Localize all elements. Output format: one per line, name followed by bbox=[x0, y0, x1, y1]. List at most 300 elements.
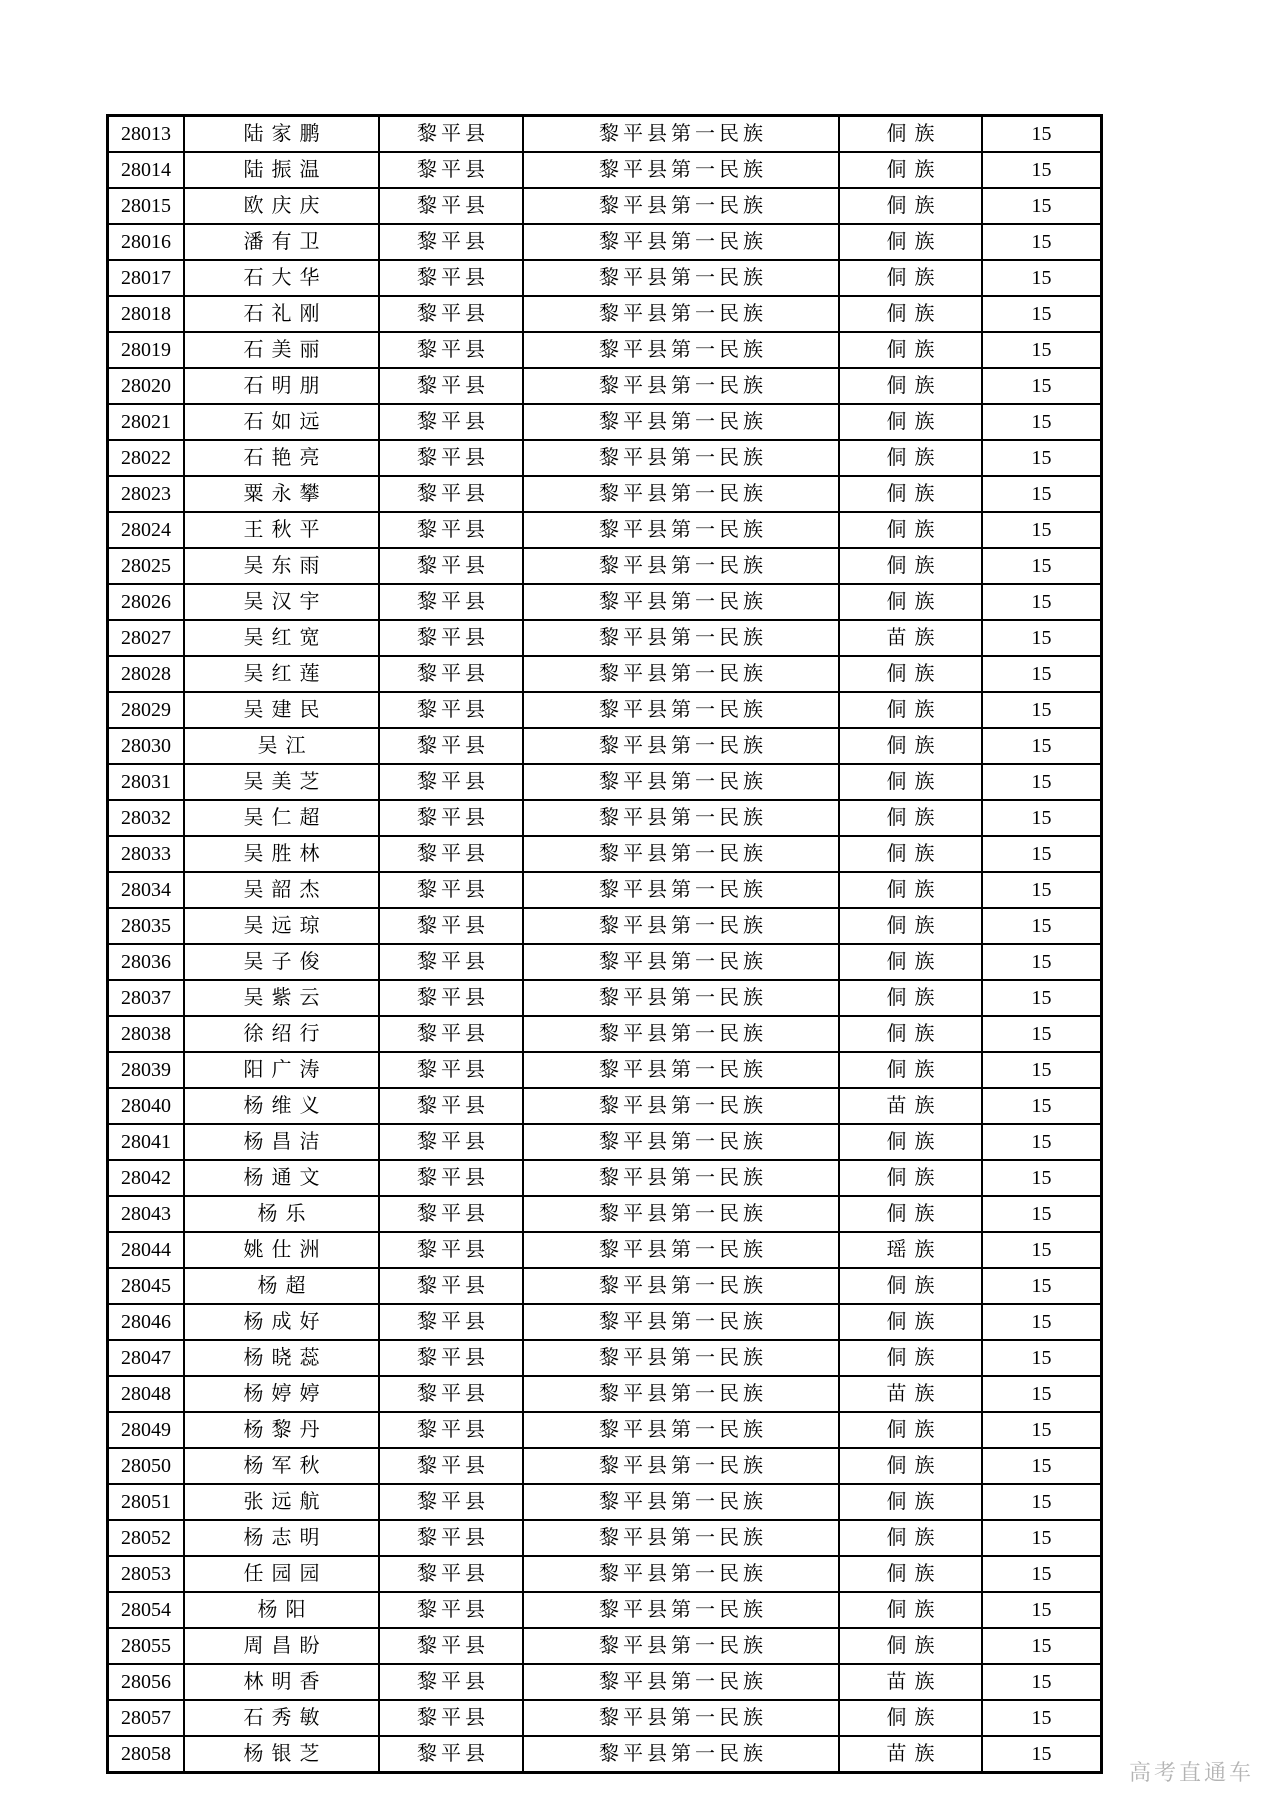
table-cell: 黎平县第一民族 bbox=[524, 1593, 840, 1627]
table-cell: 黎平县第一民族 bbox=[524, 945, 840, 979]
table-cell: 黎平县 bbox=[380, 1197, 524, 1231]
table-cell: 石秀敏 bbox=[185, 1701, 380, 1735]
table-cell: 28027 bbox=[109, 621, 185, 655]
table-cell: 杨维义 bbox=[185, 1089, 380, 1123]
table-cell: 侗族 bbox=[840, 1413, 983, 1447]
table-cell: 苗族 bbox=[840, 1377, 983, 1411]
table-row bbox=[109, 1233, 1100, 1269]
table-cell: 侗族 bbox=[840, 1629, 983, 1663]
table-cell: 杨银芝 bbox=[185, 1737, 380, 1771]
table-cell: 欧庆庆 bbox=[185, 189, 380, 223]
table-cell: 15 bbox=[1031, 1743, 1052, 1765]
table-cell: 黎平县 bbox=[380, 585, 524, 619]
table-cell: 15 bbox=[1031, 1455, 1052, 1477]
table-row bbox=[109, 1485, 1100, 1521]
table-cell: 黎平县第一民族 bbox=[524, 1449, 840, 1483]
table-cell: 侗族 bbox=[840, 801, 983, 835]
table-cell: 侗族 bbox=[840, 657, 983, 691]
table-cell: 28024 bbox=[109, 513, 185, 547]
table-cell: 28016 bbox=[109, 225, 185, 259]
table-cell: 15 bbox=[1031, 627, 1052, 649]
table-cell: 黎平县 bbox=[380, 1485, 524, 1519]
table-cell: 15 bbox=[1031, 735, 1052, 757]
table-cell: 杨黎丹 bbox=[185, 1413, 380, 1447]
table-cell: 黎平县第一民族 bbox=[524, 1521, 840, 1555]
table-cell: 15 bbox=[1031, 123, 1052, 145]
table-cell: 黎平县 bbox=[380, 1125, 524, 1159]
table-cell: 石礼刚 bbox=[185, 297, 380, 331]
table-cell: 15 bbox=[1031, 1095, 1052, 1117]
table-cell: 苗族 bbox=[840, 621, 983, 655]
table-cell: 苗族 bbox=[840, 1737, 983, 1771]
table-cell: 28025 bbox=[109, 549, 185, 583]
table-cell: 杨通文 bbox=[185, 1161, 380, 1195]
table-cell: 黎平县 bbox=[380, 873, 524, 907]
table-cell: 15 bbox=[1031, 519, 1052, 541]
table-cell: 黎平县第一民族 bbox=[524, 1737, 840, 1771]
table-cell: 黎平县第一民族 bbox=[524, 765, 840, 799]
table-cell: 黎平县第一民族 bbox=[524, 333, 840, 367]
table-cell: 黎平县第一民族 bbox=[524, 1413, 840, 1447]
table-cell: 28051 bbox=[109, 1485, 185, 1519]
table-cell: 28058 bbox=[109, 1737, 185, 1771]
table-cell: 15 bbox=[1031, 1311, 1052, 1333]
table-cell: 黎平县 bbox=[380, 1017, 524, 1051]
table-cell: 28013 bbox=[109, 117, 185, 151]
table-cell: 15 bbox=[1031, 447, 1052, 469]
table-cell: 黎平县第一民族 bbox=[524, 549, 840, 583]
table-cell: 28018 bbox=[109, 297, 185, 331]
table-cell: 15 bbox=[1031, 1023, 1052, 1045]
table-cell: 28033 bbox=[109, 837, 185, 871]
table-cell: 黎平县 bbox=[380, 1521, 524, 1555]
table-cell: 杨晓蕊 bbox=[185, 1341, 380, 1375]
table-cell: 黎平县第一民族 bbox=[524, 153, 840, 187]
table-cell: 黎平县 bbox=[380, 333, 524, 367]
table-row bbox=[109, 261, 1100, 297]
table-cell: 杨阳 bbox=[185, 1593, 380, 1627]
table-cell: 15 bbox=[1031, 987, 1052, 1009]
table-cell: 吴红宽 bbox=[185, 621, 380, 655]
table-cell: 潘有卫 bbox=[185, 225, 380, 259]
table-cell: 黎平县 bbox=[380, 513, 524, 547]
table-cell: 28021 bbox=[109, 405, 185, 439]
table-row bbox=[109, 513, 1100, 549]
table-cell: 黎平县第一民族 bbox=[524, 369, 840, 403]
table-cell: 黎平县第一民族 bbox=[524, 261, 840, 295]
table-cell: 侗族 bbox=[840, 1017, 983, 1051]
table-cell: 侗族 bbox=[840, 477, 983, 511]
table-cell: 黎平县 bbox=[380, 1161, 524, 1195]
table-cell: 28052 bbox=[109, 1521, 185, 1555]
table-cell: 黎平县第一民族 bbox=[524, 1305, 840, 1339]
table-cell: 28054 bbox=[109, 1593, 185, 1627]
table-cell: 15 bbox=[1031, 375, 1052, 397]
table-cell: 黎平县 bbox=[380, 1269, 524, 1303]
table-row bbox=[109, 117, 1100, 153]
table-cell: 15 bbox=[1031, 411, 1052, 433]
table-cell: 侗族 bbox=[840, 117, 983, 151]
table-row bbox=[109, 225, 1100, 261]
table-cell: 吴远琼 bbox=[185, 909, 380, 943]
table-cell: 侗族 bbox=[840, 153, 983, 187]
table-cell: 28023 bbox=[109, 477, 185, 511]
table-cell: 黎平县 bbox=[380, 1629, 524, 1663]
table-row bbox=[109, 765, 1100, 801]
table-cell: 杨婷婷 bbox=[185, 1377, 380, 1411]
table-cell: 15 bbox=[1031, 1419, 1052, 1441]
table-cell: 黎平县第一民族 bbox=[524, 1269, 840, 1303]
table-cell: 黎平县第一民族 bbox=[524, 1341, 840, 1375]
table-cell: 28029 bbox=[109, 693, 185, 727]
table-cell: 15 bbox=[1031, 915, 1052, 937]
table-cell: 15 bbox=[1031, 483, 1052, 505]
table-cell: 28035 bbox=[109, 909, 185, 943]
table-cell: 黎平县第一民族 bbox=[524, 1377, 840, 1411]
table-row bbox=[109, 1197, 1100, 1233]
table-cell: 杨乐 bbox=[185, 1197, 380, 1231]
table-cell: 15 bbox=[1031, 1167, 1052, 1189]
table-cell: 吴红莲 bbox=[185, 657, 380, 691]
table-cell: 28037 bbox=[109, 981, 185, 1015]
table-cell: 黎平县第一民族 bbox=[524, 837, 840, 871]
table-cell: 黎平县 bbox=[380, 981, 524, 1015]
table-cell: 15 bbox=[1031, 339, 1052, 361]
table-cell: 28044 bbox=[109, 1233, 185, 1267]
table-cell: 黎平县第一民族 bbox=[524, 909, 840, 943]
table-cell: 石如远 bbox=[185, 405, 380, 439]
table-row bbox=[109, 873, 1100, 909]
table-cell: 黎平县 bbox=[380, 657, 524, 691]
table-cell: 黎平县 bbox=[380, 261, 524, 295]
table-cell: 28028 bbox=[109, 657, 185, 691]
table-cell: 侗族 bbox=[840, 765, 983, 799]
table-cell: 28053 bbox=[109, 1557, 185, 1591]
table-row bbox=[109, 369, 1100, 405]
table-cell: 吴仁超 bbox=[185, 801, 380, 835]
table-row bbox=[109, 585, 1100, 621]
table-cell: 侗族 bbox=[840, 945, 983, 979]
table-row bbox=[109, 189, 1100, 225]
table-cell: 黎平县第一民族 bbox=[524, 1197, 840, 1231]
table-row bbox=[109, 405, 1100, 441]
table-cell: 侗族 bbox=[840, 981, 983, 1015]
table-row bbox=[109, 1701, 1100, 1737]
table-cell: 28039 bbox=[109, 1053, 185, 1087]
table-cell: 28034 bbox=[109, 873, 185, 907]
table-cell: 侗族 bbox=[840, 1557, 983, 1591]
table-cell: 黎平县 bbox=[380, 117, 524, 151]
table-cell: 石明朋 bbox=[185, 369, 380, 403]
table-cell: 黎平县 bbox=[380, 1701, 524, 1735]
table-cell: 黎平县 bbox=[380, 909, 524, 943]
table-cell: 15 bbox=[1031, 1707, 1052, 1729]
table-cell: 杨军秋 bbox=[185, 1449, 380, 1483]
table-cell: 28015 bbox=[109, 189, 185, 223]
table-cell: 吴江 bbox=[185, 729, 380, 763]
table-cell: 周昌盼 bbox=[185, 1629, 380, 1663]
table-cell: 黎平县 bbox=[380, 549, 524, 583]
table-cell: 侗族 bbox=[840, 1053, 983, 1087]
table-cell: 陆振温 bbox=[185, 153, 380, 187]
table-row bbox=[109, 1161, 1100, 1197]
table-cell: 侗族 bbox=[840, 333, 983, 367]
table-cell: 黎平县第一民族 bbox=[524, 1557, 840, 1591]
table-cell: 黎平县 bbox=[380, 1233, 524, 1267]
table-cell: 侗族 bbox=[840, 189, 983, 223]
table-cell: 任园园 bbox=[185, 1557, 380, 1591]
table-cell: 28017 bbox=[109, 261, 185, 295]
table-cell: 28042 bbox=[109, 1161, 185, 1195]
table-cell: 陆家鹏 bbox=[185, 117, 380, 151]
table-cell: 15 bbox=[1031, 303, 1052, 325]
table-cell: 侗族 bbox=[840, 909, 983, 943]
table-cell: 侗族 bbox=[840, 441, 983, 475]
table-cell: 28045 bbox=[109, 1269, 185, 1303]
table-cell: 黎平县第一民族 bbox=[524, 801, 840, 835]
table-cell: 黎平县 bbox=[380, 405, 524, 439]
table-cell: 15 bbox=[1031, 1059, 1052, 1081]
table-cell: 黎平县第一民族 bbox=[524, 657, 840, 691]
table-row bbox=[109, 1377, 1100, 1413]
table-cell: 黎平县 bbox=[380, 837, 524, 871]
table-cell: 黎平县 bbox=[380, 1665, 524, 1699]
table-row bbox=[109, 1053, 1100, 1089]
table-cell: 侗族 bbox=[840, 1701, 983, 1735]
table-cell: 杨志明 bbox=[185, 1521, 380, 1555]
table-cell: 侗族 bbox=[840, 1449, 983, 1483]
table-cell: 28043 bbox=[109, 1197, 185, 1231]
table-cell: 15 bbox=[1031, 1671, 1052, 1693]
table-row bbox=[109, 1593, 1100, 1629]
table-cell: 15 bbox=[1031, 1599, 1052, 1621]
table-row bbox=[109, 729, 1100, 765]
table-cell: 15 bbox=[1031, 1239, 1052, 1261]
table-cell: 15 bbox=[1031, 1275, 1052, 1297]
table-row bbox=[109, 1305, 1100, 1341]
table-cell: 侗族 bbox=[840, 1269, 983, 1303]
table-cell: 吴汉宇 bbox=[185, 585, 380, 619]
table-cell: 黎平县第一民族 bbox=[524, 1017, 840, 1051]
table-cell: 28055 bbox=[109, 1629, 185, 1663]
table-row bbox=[109, 1341, 1100, 1377]
table-cell: 侗族 bbox=[840, 729, 983, 763]
table-cell: 张远航 bbox=[185, 1485, 380, 1519]
table-cell: 28046 bbox=[109, 1305, 185, 1339]
table-cell: 黎平县 bbox=[380, 1377, 524, 1411]
table-cell: 黎平县 bbox=[380, 1305, 524, 1339]
table-cell: 黎平县 bbox=[380, 621, 524, 655]
table-cell: 28031 bbox=[109, 765, 185, 799]
table-cell: 28038 bbox=[109, 1017, 185, 1051]
table-cell: 15 bbox=[1031, 1527, 1052, 1549]
table-cell: 黎平县第一民族 bbox=[524, 1665, 840, 1699]
table-cell: 黎平县 bbox=[380, 1593, 524, 1627]
table-cell: 黎平县 bbox=[380, 441, 524, 475]
table-row bbox=[109, 1737, 1100, 1771]
table-cell: 15 bbox=[1031, 663, 1052, 685]
table-cell: 28041 bbox=[109, 1125, 185, 1159]
table-cell: 黎平县第一民族 bbox=[524, 1233, 840, 1267]
table-cell: 28019 bbox=[109, 333, 185, 367]
table-cell: 黎平县第一民族 bbox=[524, 441, 840, 475]
table-cell: 侗族 bbox=[840, 1197, 983, 1231]
table-cell: 黎平县第一民族 bbox=[524, 729, 840, 763]
table-cell: 15 bbox=[1031, 195, 1052, 217]
table-cell: 侗族 bbox=[840, 297, 983, 331]
table-cell: 侗族 bbox=[840, 405, 983, 439]
table-cell: 28047 bbox=[109, 1341, 185, 1375]
table-cell: 侗族 bbox=[840, 1161, 983, 1195]
table-row bbox=[109, 1449, 1100, 1485]
table-row bbox=[109, 945, 1100, 981]
table-row bbox=[109, 1089, 1100, 1125]
table-cell: 黎平县 bbox=[380, 945, 524, 979]
table-cell: 15 bbox=[1031, 843, 1052, 865]
table-row bbox=[109, 1125, 1100, 1161]
table-cell: 黎平县 bbox=[380, 729, 524, 763]
table-cell: 黎平县第一民族 bbox=[524, 1125, 840, 1159]
table-cell: 15 bbox=[1031, 1347, 1052, 1369]
table-cell: 28032 bbox=[109, 801, 185, 835]
table-cell: 黎平县 bbox=[380, 1089, 524, 1123]
table-cell: 黎平县第一民族 bbox=[524, 405, 840, 439]
table-cell: 15 bbox=[1031, 231, 1052, 253]
table-row bbox=[109, 1413, 1100, 1449]
table-cell: 王秋平 bbox=[185, 513, 380, 547]
table-cell: 黎平县 bbox=[380, 189, 524, 223]
table-row bbox=[109, 837, 1100, 873]
table-cell: 侗族 bbox=[840, 1341, 983, 1375]
table-cell: 阳广涛 bbox=[185, 1053, 380, 1087]
table-row bbox=[109, 477, 1100, 513]
table-cell: 杨昌洁 bbox=[185, 1125, 380, 1159]
table-cell: 28040 bbox=[109, 1089, 185, 1123]
table-cell: 黎平县 bbox=[380, 153, 524, 187]
table-cell: 黎平县 bbox=[380, 1557, 524, 1591]
table-row bbox=[109, 1629, 1100, 1665]
table-row bbox=[109, 621, 1100, 657]
table-cell: 黎平县 bbox=[380, 369, 524, 403]
table-cell: 黎平县第一民族 bbox=[524, 1485, 840, 1519]
table-cell: 黎平县 bbox=[380, 477, 524, 511]
table-cell: 15 bbox=[1031, 1491, 1052, 1513]
table-cell: 28049 bbox=[109, 1413, 185, 1447]
table-cell: 黎平县第一民族 bbox=[524, 585, 840, 619]
table-row bbox=[109, 297, 1100, 333]
table-row bbox=[109, 333, 1100, 369]
table-row bbox=[109, 801, 1100, 837]
table-cell: 28057 bbox=[109, 1701, 185, 1735]
table-row bbox=[109, 1521, 1100, 1557]
table-cell: 黎平县第一民族 bbox=[524, 1629, 840, 1663]
table-row bbox=[109, 981, 1100, 1017]
table-row bbox=[109, 1017, 1100, 1053]
table-cell: 15 bbox=[1031, 267, 1052, 289]
table-cell: 林明香 bbox=[185, 1665, 380, 1699]
table-cell: 15 bbox=[1031, 699, 1052, 721]
table-cell: 侗族 bbox=[840, 1485, 983, 1519]
table-cell: 吴子俊 bbox=[185, 945, 380, 979]
table-cell: 侗族 bbox=[840, 1521, 983, 1555]
table-cell: 侗族 bbox=[840, 513, 983, 547]
table-cell: 黎平县第一民族 bbox=[524, 621, 840, 655]
table-cell: 15 bbox=[1031, 555, 1052, 577]
table-cell: 28014 bbox=[109, 153, 185, 187]
table-cell: 15 bbox=[1031, 1383, 1052, 1405]
table-cell: 杨成好 bbox=[185, 1305, 380, 1339]
table-cell: 28030 bbox=[109, 729, 185, 763]
table-cell: 黎平县第一民族 bbox=[524, 477, 840, 511]
table-cell: 苗族 bbox=[840, 1665, 983, 1699]
table-cell: 黎平县 bbox=[380, 1413, 524, 1447]
table-cell: 黎平县 bbox=[380, 801, 524, 835]
table-cell: 28022 bbox=[109, 441, 185, 475]
table-row bbox=[109, 1665, 1100, 1701]
table-cell: 28036 bbox=[109, 945, 185, 979]
table-cell: 28050 bbox=[109, 1449, 185, 1483]
table-cell: 28056 bbox=[109, 1665, 185, 1699]
table-row bbox=[109, 1269, 1100, 1305]
table-cell: 黎平县 bbox=[380, 1449, 524, 1483]
table-cell: 侗族 bbox=[840, 1125, 983, 1159]
table-cell: 28026 bbox=[109, 585, 185, 619]
table-cell: 石大华 bbox=[185, 261, 380, 295]
table-cell: 侗族 bbox=[840, 1305, 983, 1339]
table-cell: 15 bbox=[1031, 771, 1052, 793]
table-cell: 侗族 bbox=[840, 585, 983, 619]
table-cell: 15 bbox=[1031, 807, 1052, 829]
table-cell: 吴胜林 bbox=[185, 837, 380, 871]
table-cell: 15 bbox=[1031, 1635, 1052, 1657]
table-cell: 15 bbox=[1031, 951, 1052, 973]
table-cell: 黎平县第一民族 bbox=[524, 693, 840, 727]
table-cell: 15 bbox=[1031, 1563, 1052, 1585]
roster-table bbox=[106, 114, 1103, 1774]
table-row bbox=[109, 441, 1100, 477]
table-cell: 黎平县 bbox=[380, 693, 524, 727]
table-cell: 黎平县第一民族 bbox=[524, 1161, 840, 1195]
table-cell: 28020 bbox=[109, 369, 185, 403]
table-cell: 侗族 bbox=[840, 225, 983, 259]
table-cell: 吴美芝 bbox=[185, 765, 380, 799]
table-cell: 黎平县第一民族 bbox=[524, 117, 840, 151]
table-row bbox=[109, 693, 1100, 729]
table-cell: 吴韶杰 bbox=[185, 873, 380, 907]
watermark-text: 高考直通车 bbox=[1128, 1760, 1254, 1785]
table-cell: 侗族 bbox=[840, 873, 983, 907]
table-cell: 黎平县第一民族 bbox=[524, 981, 840, 1015]
table-cell: 黎平县第一民族 bbox=[524, 873, 840, 907]
table-cell: 石美丽 bbox=[185, 333, 380, 367]
table-row bbox=[109, 1557, 1100, 1593]
table-cell: 吴建民 bbox=[185, 693, 380, 727]
table-cell: 侗族 bbox=[840, 549, 983, 583]
table-cell: 侗族 bbox=[840, 693, 983, 727]
table-row bbox=[109, 657, 1100, 693]
table-cell: 侗族 bbox=[840, 1593, 983, 1627]
table-cell: 黎平县 bbox=[380, 1341, 524, 1375]
table-cell: 15 bbox=[1031, 1203, 1052, 1225]
table-cell: 黎平县 bbox=[380, 765, 524, 799]
table-cell: 黎平县 bbox=[380, 1737, 524, 1771]
table-cell: 15 bbox=[1031, 1131, 1052, 1153]
table-cell: 15 bbox=[1031, 591, 1052, 613]
table-cell: 侗族 bbox=[840, 261, 983, 295]
table-cell: 粟永攀 bbox=[185, 477, 380, 511]
table-cell: 黎平县第一民族 bbox=[524, 225, 840, 259]
table-cell: 黎平县第一民族 bbox=[524, 1089, 840, 1123]
